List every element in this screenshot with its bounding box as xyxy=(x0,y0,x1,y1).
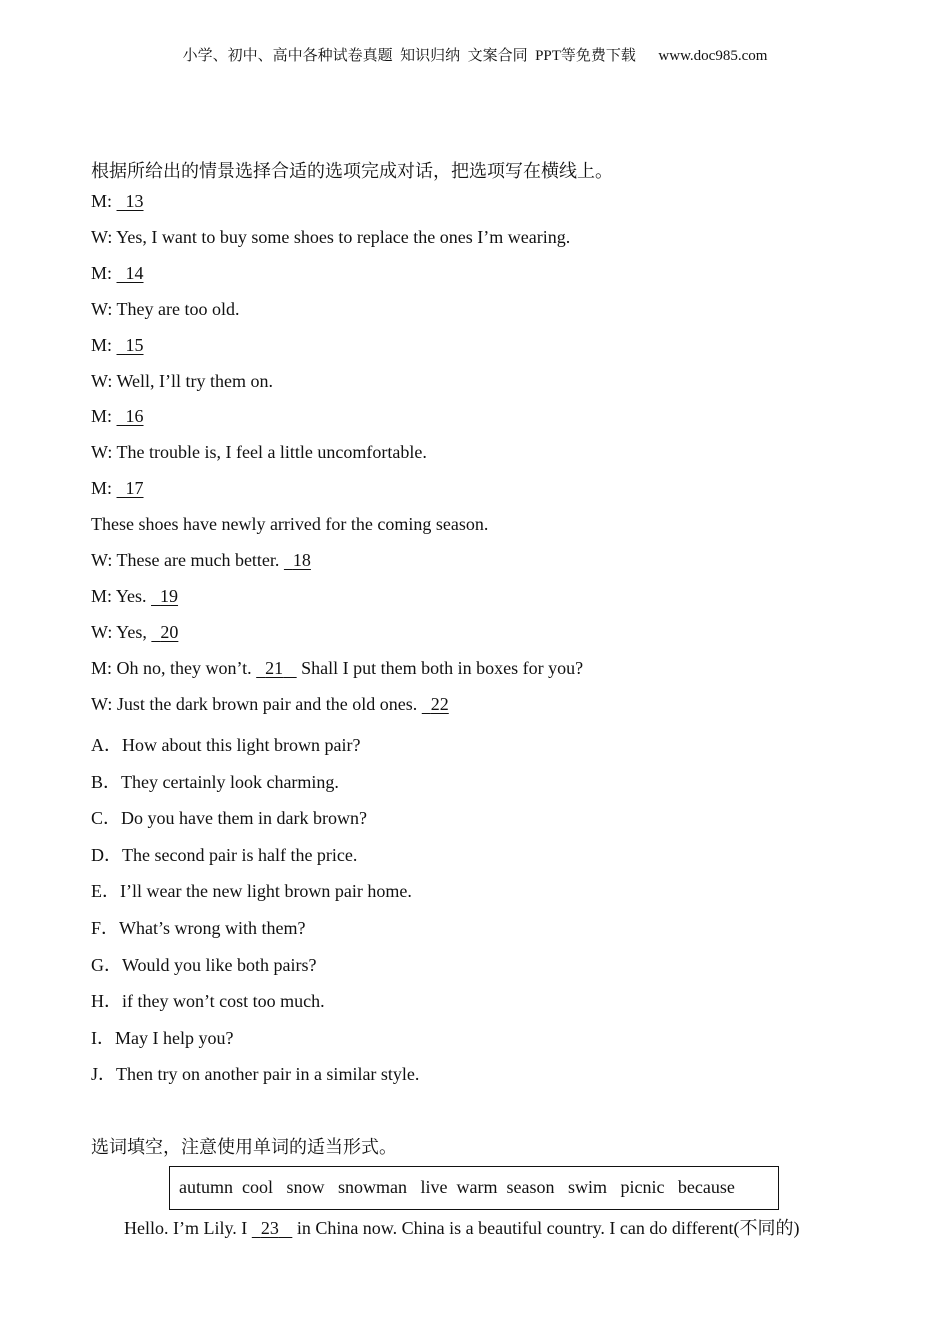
dialogue-line xyxy=(91,514,488,535)
dialogue-line xyxy=(91,586,178,607)
option-item: G．Would you like both pairs? xyxy=(91,954,317,975)
dialogue-line xyxy=(91,406,144,427)
dialogue-text: M: xyxy=(91,191,117,211)
section1-instruction: 根据所给出的情景选择合适的选项完成对话，把选项写在横线上。 xyxy=(91,161,613,181)
dialogue-text: W: Just the dark brown pair and the old ones. xyxy=(91,693,422,714)
answer-blank: 20 xyxy=(160,621,179,642)
answer-blank: 22 xyxy=(430,693,449,714)
dialogue-line xyxy=(91,371,273,392)
dialogue-line xyxy=(91,442,427,463)
section2-instruction: 选词填空，注意使用单词的适当形式。 xyxy=(91,1137,397,1157)
option-item: E．I’ll wear the new light brown pair home. xyxy=(91,881,412,902)
dialogue-text: W: Yes, xyxy=(91,621,152,642)
dialogue-text: W: Well, I’ll try them on. xyxy=(91,370,274,391)
dialogue-text: M: xyxy=(91,478,117,499)
answer-blank: 18 xyxy=(292,550,311,570)
dialogue-text: M: Oh no, they won’t. xyxy=(91,657,257,678)
dialogue-text: Shall I put them both in boxes for you? xyxy=(296,657,584,678)
option-item: F．What’s wrong with them? xyxy=(91,918,306,938)
page-header: 小学、初中、高中各种试卷真题 知识归纳 文案合同 PPT等免费下载 www.doc985.com xyxy=(182,48,768,64)
dialogue-text: M: xyxy=(91,334,117,355)
dialogue-text: W: They are too old. xyxy=(91,298,240,319)
dialogue-line xyxy=(91,622,178,643)
dialogue-text: W: The trouble is, I feel a little uncomfortable. xyxy=(91,442,427,463)
dialogue-text: M: xyxy=(91,262,117,283)
option-item: J．Then try on another pair in a similar style. xyxy=(91,1064,420,1085)
dialogue-line xyxy=(91,658,583,679)
answer-blank: 17 xyxy=(125,478,144,499)
dialogue-line xyxy=(91,550,311,571)
option-item: A．How about this light brown pair? xyxy=(91,735,361,755)
dialogue-text: These shoes have newly arrived for the coming season. xyxy=(91,514,489,535)
answer-blank: 15 xyxy=(125,334,144,355)
option-item: C．Do you have them in dark brown? xyxy=(91,808,367,829)
dialogue-text: M: Yes. xyxy=(91,585,152,606)
answer-blank: 16 xyxy=(125,406,144,427)
dialogue-line xyxy=(91,335,144,356)
dialogue-text: W: Yes, I want to buy some shoes to replace the ones I’m wearing. xyxy=(91,226,571,247)
dialogue-line xyxy=(91,478,144,499)
option-item: I．May I help you? xyxy=(91,1027,234,1048)
answer-blank: 14 xyxy=(125,262,144,283)
dialogue-text: W: These are much better. xyxy=(91,550,284,570)
dialogue-line xyxy=(91,299,239,320)
passage-text: in China now. China is a beautiful country. I can do different(不同的) xyxy=(292,1218,800,1238)
answer-blank: 19 xyxy=(160,585,179,606)
dialogue-line xyxy=(91,263,144,284)
word-bank: autumn cool snow snowman live warm season swim picnic because xyxy=(169,1166,779,1210)
passage-line xyxy=(124,1214,800,1240)
dialogue-line xyxy=(91,227,570,248)
option-item: B．They certainly look charming. xyxy=(91,771,339,792)
passage-text: Hello. I’m Lily. I xyxy=(124,1218,252,1238)
option-item: H．if they won’t cost too much. xyxy=(91,991,325,1012)
option-item: D．The second pair is half the price. xyxy=(91,844,358,865)
answer-blank: 21 xyxy=(265,657,284,678)
answer-blank: 23 xyxy=(260,1218,279,1238)
dialogue-text: M: xyxy=(91,406,117,427)
dialogue-line xyxy=(91,191,144,212)
dialogue-line xyxy=(91,694,449,715)
answer-blank: 13 xyxy=(125,191,144,211)
